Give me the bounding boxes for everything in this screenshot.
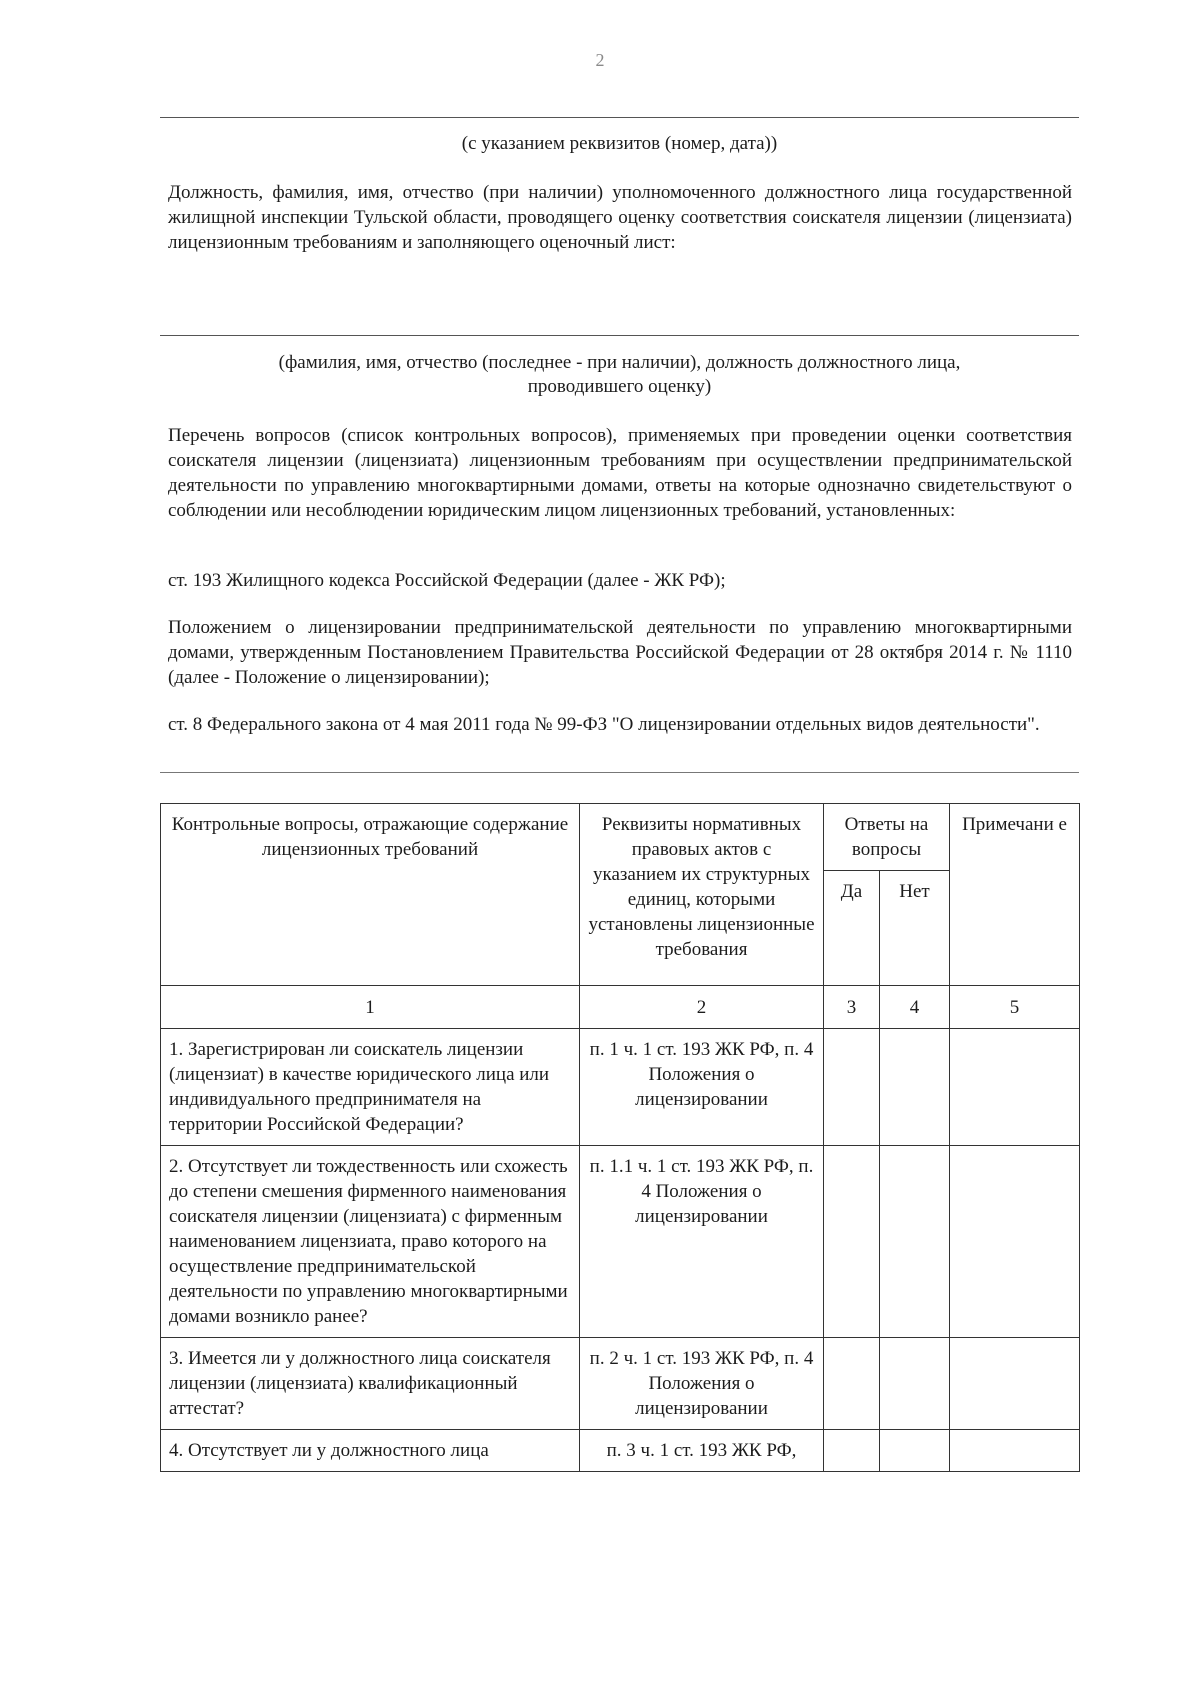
section-divider — [160, 772, 1079, 773]
question-cell: 3. Имеется ли у должностного лица соискателя лицензии (лицензиата) квалификационный аттестат? — [161, 1338, 580, 1430]
answer-no-cell[interactable] — [880, 1430, 950, 1472]
column-number: 3 — [824, 986, 880, 1029]
question-cell: 2. Отсутствует ли тождественность или схожесть до степени смешения фирменного наименования соискателя лицензии (лицензиата) с фирменным наименованием лицензиата, право которого на осуществление предпринимательской деятельности по управлению многоквартирными домами возникло ранее? — [161, 1146, 580, 1338]
requisites-caption: (с указанием реквизитов (номер, дата)) — [461, 133, 778, 154]
reference-cell: п. 3 ч. 1 ст. 193 ЖК РФ, — [580, 1430, 824, 1472]
inspector-fill-line — [160, 335, 1079, 336]
reference-cell: п. 1.1 ч. 1 ст. 193 ЖК РФ, п. 4 Положения о лицензировании — [580, 1146, 824, 1338]
notes-cell[interactable] — [950, 1338, 1080, 1430]
header-no: Нет — [880, 871, 950, 986]
checklist-table — [160, 803, 1080, 1472]
notes-cell[interactable] — [950, 1029, 1080, 1146]
answer-yes-cell[interactable] — [824, 1430, 880, 1472]
answer-no-cell[interactable] — [880, 1146, 950, 1338]
answer-yes-cell[interactable] — [824, 1338, 880, 1430]
reference-cell: п. 1 ч. 1 ст. 193 ЖК РФ, п. 4 Положения о лицензировании — [580, 1029, 824, 1146]
notes-cell[interactable] — [950, 1430, 1080, 1472]
page-number: 2 — [595, 50, 605, 70]
answer-no-cell[interactable] — [880, 1338, 950, 1430]
inspector-paragraph: Должность, фамилия, имя, отчество (при наличии) уполномоченного должностного лица государственной жилищной инспекции Тульской области, проводящего оценку соответствия соискателя лицензии (лицензиата) лицензионным требованиям и заполняющего оценочный лист: — [168, 182, 1072, 253]
table-header-row — [161, 804, 1080, 871]
answer-yes-cell[interactable] — [824, 1146, 880, 1338]
header-notes: Примечани е — [950, 804, 1080, 986]
header-questions: Контрольные вопросы, отражающие содержание лицензионных требований — [161, 804, 580, 986]
basis-housing-code: ст. 193 Жилищного кодекса Российской Федерации (далее - ЖК РФ); — [168, 570, 726, 591]
column-number: 1 — [161, 986, 580, 1029]
header-yes: Да — [824, 871, 880, 986]
table-row — [161, 1430, 1080, 1472]
table-row — [161, 1338, 1080, 1430]
questions-intro-paragraph: Перечень вопросов (список контрольных вопросов), применяемых при проведении оценки соответствия соискателя лицензии (лицензиата) лицензионным требованиям при осуществлении предпринимательской деятельности по управлению многоквартирными домами, ответы на которые однозначно свидетельствуют о соблюдении или несоблюдении юридическим лицом лицензионных требований, установленных: — [168, 425, 1072, 521]
column-number: 2 — [580, 986, 824, 1029]
column-number-row — [161, 986, 1080, 1029]
question-cell: 4. Отсутствует ли у должностного лица — [161, 1430, 580, 1472]
inspector-caption-line1: (фамилия, имя, отчество (последнее - при наличии), должность должностного лица, — [278, 352, 961, 373]
answer-yes-cell[interactable] — [824, 1029, 880, 1146]
basis-licensing-regulation: Положением о лицензировании предпринимательской деятельности по управлению многоквартирными домами, утвержденным Постановлением Правительства Российской Федерации от 28 октября 2014 г. № 1110 (далее - Положение о лицензировании); — [168, 617, 1072, 688]
question-cell: 1. Зарегистрирован ли соискатель лицензии (лицензиат) в качестве юридического лица или индивидуального предпринимателя на территории Российской Федерации? — [161, 1029, 580, 1146]
requisites-fill-line — [160, 117, 1079, 118]
reference-cell: п. 2 ч. 1 ст. 193 ЖК РФ, п. 4 Положения о лицензировании — [580, 1338, 824, 1430]
answer-no-cell[interactable] — [880, 1029, 950, 1146]
header-answers: Ответы на вопросы — [824, 804, 950, 871]
column-number: 4 — [880, 986, 950, 1029]
notes-cell[interactable] — [950, 1146, 1080, 1338]
column-number: 5 — [950, 986, 1080, 1029]
header-requisites: Реквизиты нормативных правовых актов с указанием их структурных единиц, которыми установлены лицензионные требования — [580, 804, 824, 986]
basis-federal-law: ст. 8 Федерального закона от 4 мая 2011 года № 99-ФЗ "О лицензировании отдельных видов деятельности". — [168, 714, 1040, 735]
table-row — [161, 1029, 1080, 1146]
table-row — [161, 1146, 1080, 1338]
inspector-caption-line2: проводившего оценку) — [527, 376, 712, 397]
